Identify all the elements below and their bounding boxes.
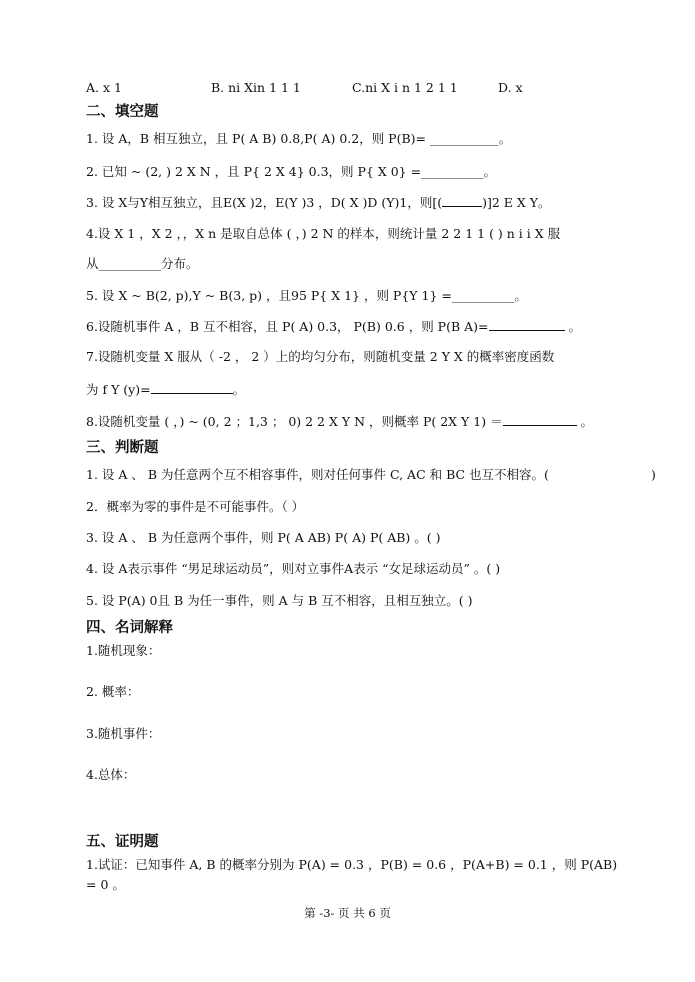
- section-heading-true-false: 三、判断题: [86, 440, 159, 456]
- q7-answer-blank[interactable]: [151, 381, 233, 394]
- option-c: C.ni X i n 1 2 1 1: [352, 80, 458, 95]
- section-heading-proof: 五、证明题: [86, 834, 159, 850]
- option-b: B. ni Xin 1 1 1: [211, 80, 301, 95]
- fill-in-question-7-line-2: [86, 381, 245, 398]
- term-3: 3.随机事件：: [86, 726, 161, 741]
- q3-text-before: 3. 设 X与Y相互独立，且E(X )2，E(Y )3 ，D( X )D (Y)1，则[(: [86, 195, 443, 210]
- section-heading-terms: 四、名词解释: [86, 620, 173, 636]
- q8-text-before: 8.设随机变量 ( ，) ~ (0, 2 ；1,3 ； 0) 2 2 X Y N ，则概率 P( 2X Y 1) ＝: [86, 414, 503, 429]
- q6-answer-blank[interactable]: [489, 318, 565, 331]
- q7-text-after: 。: [232, 382, 246, 397]
- fill-in-question-4-line-1: 4.设 X 1 ，X 2 ，，X n 是取自总体 ( ，) 2 N 的样本，则统计量 2 2 1 1 ( ) n i i X 服: [86, 226, 561, 241]
- q8-answer-blank[interactable]: [503, 413, 577, 426]
- q6-text-before: 6.设随机事件 A ，B 互不相容，且 P( A) 0.3， P(B) 0.6 ，则 P(B A)=: [86, 319, 489, 334]
- fill-in-question-2: 2. 已知 ~ (2, ) 2 X N ，且 P{ 2 X 4} 0.3，则 P{ X 0} =__________。: [86, 164, 497, 179]
- fill-in-question-4-line-2: 从__________分布。: [86, 256, 199, 271]
- fill-in-question-8: [86, 413, 593, 430]
- q3-text-after: )]2 E X Y。: [482, 195, 551, 210]
- section-heading-fill-in: 二、填空题: [86, 104, 159, 120]
- true-false-question-3: 3. 设 A 、 B 为任意两个事件，则 P( A AB) P( A) P( AB) 。( ): [86, 530, 441, 545]
- term-2: 2. 概率：: [86, 684, 140, 699]
- proof-1-line-1: 1.试证：已知事件 A, B 的概率分别为 P(A) = 0.3 ，P(B) = 0.6 ，P(A+B) = 0.1 ，则 P(AB): [86, 857, 618, 872]
- q3-answer-blank[interactable]: [442, 194, 482, 207]
- proof-1-line-2: = 0 。: [86, 877, 125, 892]
- tf1-text: 1. 设 A 、 B 为任意两个互不相容事件，则对任何事件 C, AC 和 BC 也互不相容。(: [86, 467, 549, 482]
- q8-text-after: 。: [576, 414, 594, 429]
- true-false-question-4: 4. 设 A表示事件 “男足球运动员”，则对立事件A表示 “女足球运动员” 。( ): [86, 561, 501, 576]
- fill-in-question-5: 5. 设 X ~ B(2, p),Y ~ B(3, p) ，且95 P{ X 1} ，则 P{Y 1} =__________。: [86, 288, 527, 303]
- true-false-question-5: 5. 设 P(A) 0且 B 为任一事件，则 A 与 B 互不相容，且相互独立。( ): [86, 593, 473, 608]
- term-4: 4.总体：: [86, 767, 136, 782]
- fill-in-question-6: [86, 318, 581, 335]
- true-false-question-1: [86, 467, 549, 483]
- option-d: D. x: [498, 80, 523, 95]
- q6-text-after: 。: [564, 319, 581, 334]
- tf1-close-paren: ): [651, 467, 656, 482]
- q7-text-before: 为 f Y (y)=: [86, 382, 151, 397]
- page-footer: 第 -3- 页 共 6 页: [304, 906, 391, 920]
- fill-in-question-1: 1. 设 A，B 相互独立，且 P( A B) 0.8,P( A) 0.2，则 P(B)= ___________。: [86, 131, 512, 146]
- true-false-question-2: 2．概率为零的事件是不可能事件。（ ）: [86, 499, 305, 514]
- option-a: A. x 1: [86, 80, 122, 95]
- fill-in-question-7-line-1: 7.设随机变量 X 服从（ -2 ， 2 ）上的均匀分布，则随机变量 2 Y X 的概率密度函数: [86, 349, 555, 364]
- fill-in-question-3: [86, 194, 551, 211]
- term-1: 1.随机现象：: [86, 643, 161, 658]
